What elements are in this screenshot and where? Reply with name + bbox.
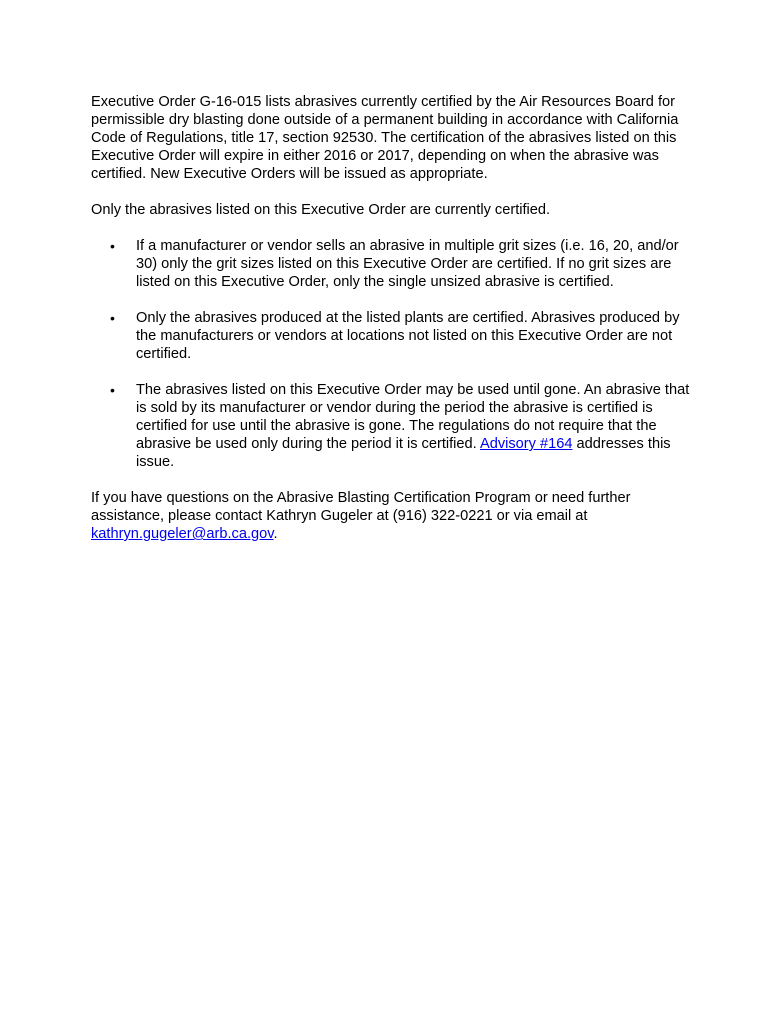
bullet-text: If a manufacturer or vendor sells an abrasive in multiple grit sizes (i.e. 16, 20, and/or 30) only the grit sizes listed on this Executive Order are certified. If no grit sizes are listed on this Executive Order, only the single unsized abrasive is certified. <box>136 238 679 290</box>
document-body <box>91 93 691 543</box>
list-item <box>91 381 691 471</box>
list-item <box>91 237 691 291</box>
bullet-icon: • <box>110 382 115 398</box>
intro-paragraph: Executive Order G-16-015 lists abrasives currently certified by the Air Resources Board for permissible dry blasting done outside of a permanent building in accordance with California Code of Regulations, title 17, section 92530. The certification of the abrasives listed on this Executive Order will expire in either 2016 or 2017, depending on when the abrasive was certified. New Executive Orders will be issued as appropriate. <box>91 94 679 182</box>
email-link[interactable]: kathryn.gugeler@arb.ca.gov <box>91 526 274 542</box>
bullet-text: Only the abrasives produced at the listed plants are certified. Abrasives produced by the manufacturers or vendors at locations not listed on this Executive Order are not certified. <box>136 310 680 362</box>
list-item <box>91 309 691 363</box>
contact-text: If you have questions on the Abrasive Blasting Certification Program or need further assistance, please contact Kathryn Gugeler at (916) 322-0221 or via email at <box>91 490 631 524</box>
advisory-link[interactable]: Advisory #164 <box>479 436 573 452</box>
bullet-text-after: addresses this issue. <box>136 436 671 470</box>
bullet-icon: • <box>110 310 115 326</box>
bullet-list <box>91 237 691 471</box>
lead-paragraph: Only the abrasives listed on this Executive Order are currently certified. <box>91 202 551 218</box>
contact-paragraph <box>91 489 691 543</box>
bullet-text: The abrasives listed on this Executive Order may be used until gone. An abrasive that is sold by its manufacturer or vendor during the period the abrasive is certified is certified for use until the abrasive is gone. The regulations do not require that the abrasive be used only during the period it is certified. <box>136 382 690 452</box>
bullet-icon: • <box>110 238 115 254</box>
contact-text-after: . <box>273 526 278 542</box>
